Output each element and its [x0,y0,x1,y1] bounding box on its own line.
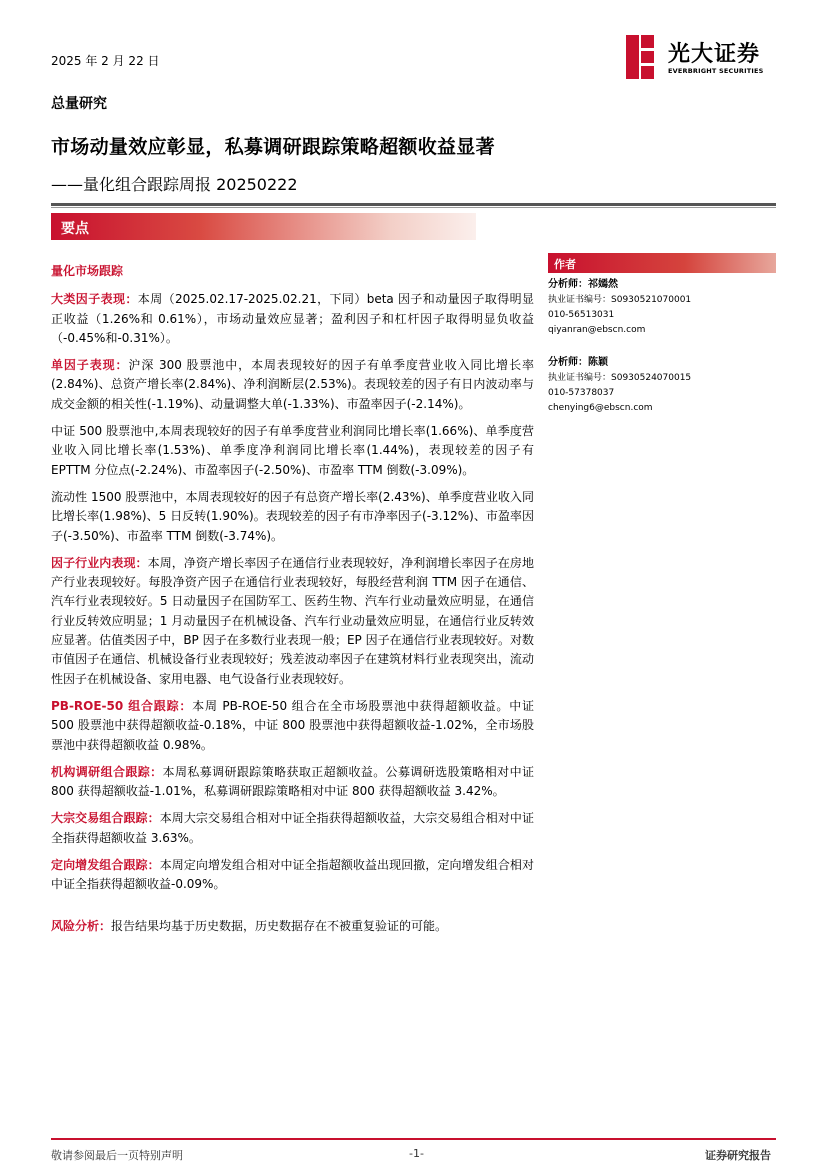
logo-text-en: EVERBRIGHT SECURITIES [668,67,764,75]
paragraph-label: 大宗交易组合跟踪： [51,811,160,826]
paragraph-private-placement [51,856,534,895]
paragraph-text: 沪深 300 股票池中，本周表现较好的因子有单季度营业收入同比增长率(2.84%)、总资产增长率(2.84%)、净利润断层(2.53%)。表现较差的因子有日内波动率与成交金额的相关性(-1.19%)、动量调整大单(-1.33%)、市盈率因子(-2.14%)。 [51,358,534,411]
analyst-cert: 执业证书编号：S0930524070015 [548,373,692,383]
analyst-name: 分析师：陈颖 [548,357,608,368]
analyst-cert: 执业证书编号：S0930521070001 [548,295,692,305]
keypoints-banner [51,213,476,240]
report-title: 市场动量效应彰显，私募调研跟踪策略超额收益显著 [51,136,495,158]
paragraph-text: 本周 PB-ROE-50 组合在全市场股票池中获得超额收益。中证 500 股票池中获得超额收益-0.18%，中证 800 股票池中获得超额收益-1.02%，全市场股票池中获得超额收益 0.98%。 [51,698,534,752]
company-logo [624,33,780,85]
header-divider [51,203,776,206]
analyst-email[interactable]: qiyanran@ebscn.com [548,325,646,335]
paragraph-institution-research [51,763,534,802]
everbright-logo-icon [626,35,656,79]
section-title: 量化市场跟踪 [51,264,124,278]
paragraph-block-trade [51,809,534,848]
paragraph-single-factor [51,356,534,414]
footer-report-type: 证券研究报告 [705,1149,771,1162]
paragraph-text: 本周，净资产增长率因子在通信行业表现较好，净利润增长率因子在房地产行业表现较好。每股净资产因子在通信行业表现较好，每股经营利润 TTM 因子在通信、汽车行业表现较好。5 日动量因子在国防军工、医药生物、汽车行业动量效应明显，在通信行业反转效应明显；1 月动量因子在机械设备、汽车行业动量效应明显，在通信行业反转效应显著。估值类因子中，BP 因子在多数行业表现一般；EP 因子在通信行业表现较好。对数市值因子在通信、机械设备行业表现较好；残差波动率因子在建筑材料行业表现突出，流动性因子在机械设备、家用电器、电气设备行业表现较好。 [51,555,534,686]
author-sidebar [548,253,776,416]
main-content [51,262,534,944]
footer-disclaimer-link[interactable]: 敬请参阅最后一页特别声明 [51,1149,183,1162]
analyst-email[interactable]: chenying6@ebscn.com [548,403,653,413]
paragraph-label: 风险分析： [51,918,112,933]
paragraph-label: 单因子表现： [51,358,129,373]
paragraph-label: PB-ROE-50 组合跟踪： [51,698,193,713]
paragraph-label: 大类因子表现： [51,292,138,307]
keypoints-label: 要点 [61,221,89,237]
analyst-phone: 010-56513031 [548,310,615,320]
paragraph-text: 报告结果均基于历史数据，历史数据存在不被重复验证的可能。 [111,918,448,933]
paragraph-liquidity1500: 流动性 1500 股票池中，本周表现较好的因子有总资产增长率(2.43%)、单季度营业收入同比增长率(1.98%)、5 日反转(1.90%)。表现较差的因子有市净率因子(-3.12%)、市盈率因子(-3.50%)、市盈率 TTM 倒数(-3.74%)。 [51,489,534,543]
logo-text-cn: 光大证券 [668,42,761,67]
paragraph-text: 本周大宗交易组合相对中证全指获得超额收益，大宗交易组合相对中证全指获得超额收益 3.63%。 [51,811,534,845]
analyst-phone: 010-57378037 [548,388,615,398]
author-header [548,253,776,273]
report-subtitle: ——量化组合跟踪周报 20250222 [51,175,298,194]
paragraph-text: 本周私募调研跟踪策略获取正超额收益。公募调研选股策略相对中证 800 获得超额收益-1.01%，私募调研跟踪策略相对中证 800 获得超额收益 3.42%。 [51,764,534,799]
paragraph-text: 本周（2025.02.17-2025.02.21，下同）beta 因子和动量因子取得明显正收益（1.26%和 0.61%），市场动量效应显著；盈利因子和杠杆因子取得明显负收益（-0.45%和-0.31%）。 [51,292,534,345]
analyst-card [548,355,776,416]
header-divider-thin [51,207,776,208]
author-header-label: 作者 [554,258,576,271]
paragraph-pbroe [51,697,534,755]
report-category: 总量研究 [51,96,107,112]
footer-divider [51,1138,776,1140]
page-number: -1- [409,1147,424,1160]
paragraph-asset-factor [51,290,534,348]
paragraph-label: 定向增发组合跟踪： [51,858,160,873]
paragraph-label: 机构调研组合跟踪： [51,764,163,779]
analyst-card [548,277,776,338]
paragraph-text: 本周定向增发组合相对中证全指超额收益出现回撤，定向增发组合相对中证全指获得超额收益-0.09%。 [51,858,534,892]
paragraph-csi500: 中证 500 股票池中,本周表现较好的因子有单季度营业利润同比增长率(1.66%)、单季度营业收入同比增长率(1.53%)、单季度净利润同比增长率(1.44%)，表现较差的因子有 EPTTM 分位点(-2.24%)、市盈率因子(-2.50%)、市盈率 TTM 倒数(-3.09%)。 [51,424,534,477]
paragraph-label: 因子行业内表现： [51,555,148,570]
report-date: 2025 年 2 月 22 日 [51,54,160,68]
analyst-name: 分析师：祁嫣然 [548,279,618,290]
paragraph-industry-factor [51,554,534,689]
paragraph-risk [51,917,534,936]
